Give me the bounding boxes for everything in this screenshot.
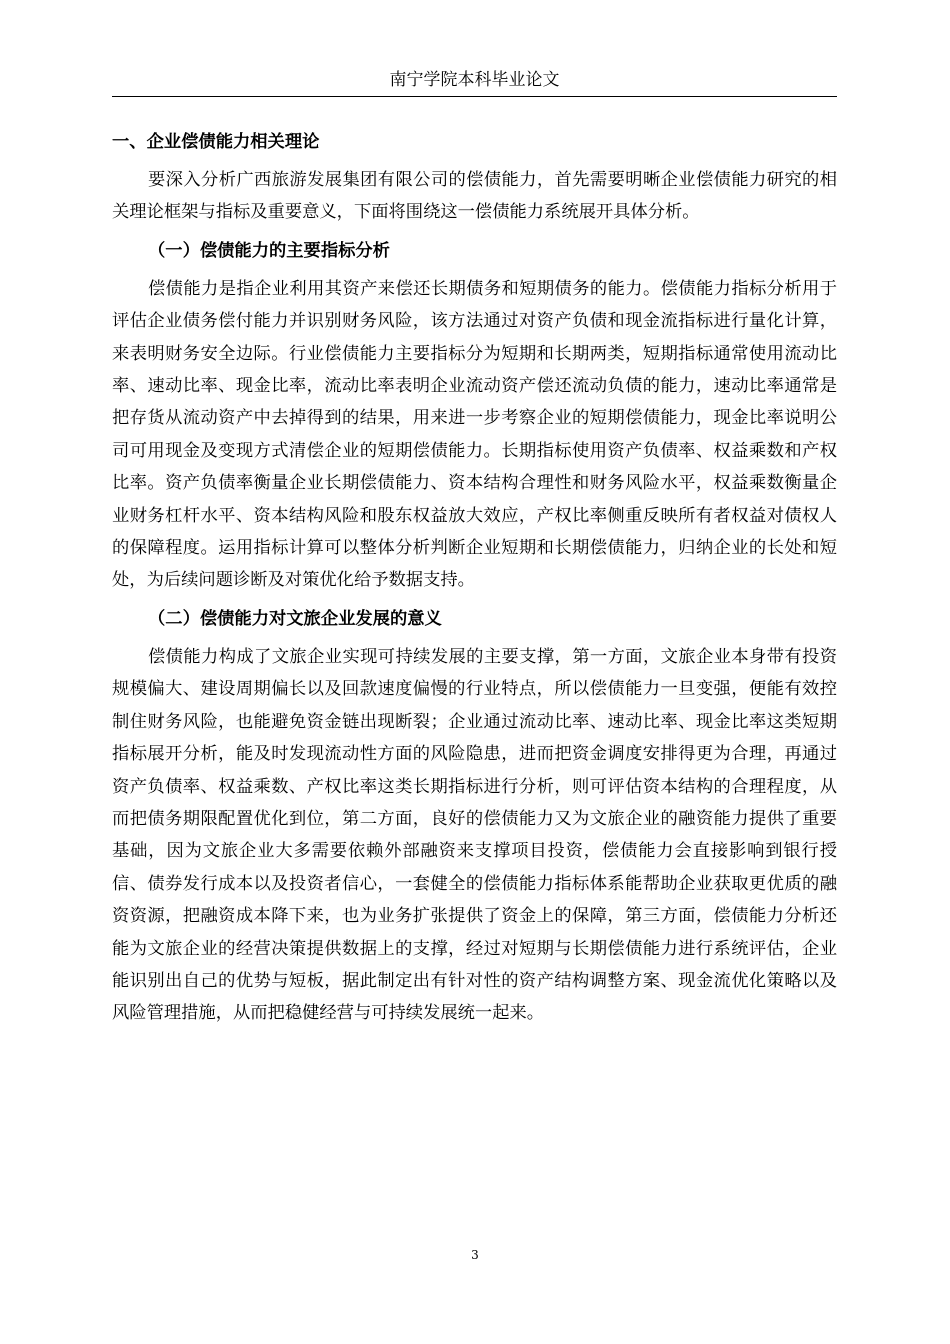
document-body [112,122,837,1030]
indicators-paragraph: 偿债能力是指企业利用其资产来偿还长期债务和短期债务的能力。偿债能力指标分析用于评估企业债务偿付能力并识别财务风险，该方法通过对资产负债和现金流指标进行量化计算，来表明财务安全边际。行业偿债能力主要指标分为短期和长期两类，短期指标通常使用流动比率、速动比率、现金比率，流动比率表明企业流动资产偿还流动负债的能力，速动比率通常是把存货从流动资产中去掉得到的结果，用来进一步考察企业的短期偿债能力，现金比率说明公司可用现金及变现方式清偿企业的短期偿债能力。长期指标使用资产负债率、权益乘数和产权比率。资产负债率衡量企业长期偿债能力、资本结构合理性和财务风险水平，权益乘数衡量企业财务杠杆水平、资本结构风险和股东权益放大效应，产权比率侧重反映所有者权益对债权人的保障程度。运用指标计算可以整体分析判断企业短期和长期偿债能力，归纳企业的长处和短处，为后续问题诊断及对策优化给予数据支持。 [112,278,837,591]
subsection-heading-indicators: （一）偿债能力的主要指标分析 [148,240,390,261]
section-intro-paragraph: 要深入分析广西旅游发展集团有限公司的偿债能力，首先需要明晰企业偿债能力研究的相关理论框架与指标及重要意义，下面将围绕这一偿债能力系统展开具体分析。 [112,170,837,223]
header-rule [112,96,837,97]
significance-paragraph: 偿债能力构成了文旅企业实现可持续发展的主要支撑，第一方面，文旅企业本身带有投资规模偏大、建设周期偏长以及回款速度偏慢的行业特点，所以偿债能力一旦变强，便能有效控制住财务风险，也能避免资金链出现断裂；企业通过流动比率、速动比率、现金比率这类短期指标展开分析，能及时发现流动性方面的风险隐患，进而把资金调度安排得更为合理，再通过资产负债率、权益乘数、产权比率这类长期指标进行分析，则可评估资本结构的合理程度，从而把债务期限配置优化到位，第二方面，良好的偿债能力又为文旅企业的融资能力提供了重要基础，因为文旅企业大多需要依赖外部融资来支撑项目投资，偿债能力会直接影响到银行授信、债券发行成本以及投资者信心，一套健全的偿债能力指标体系能帮助企业获取更优质的融资资源，把融资成本降下来，也为业务扩张提供了资金上的保障，第三方面，偿债能力分析还能为文旅企业的经营决策提供数据上的支撑，经过对短期与长期偿债能力进行系统评估，企业能识别出自己的优势与短板，据此制定出有针对性的资产结构调整方案、现金流优化策略以及风险管理措施，从而把稳健经营与可持续发展统一起来。 [112,646,837,1024]
running-header: 南宁学院本科毕业论文 [389,70,560,90]
page-number: 3 [471,1248,479,1262]
section-heading: 一、企业偿债能力相关理论 [112,132,320,152]
subsection-heading-significance: （二）偿债能力对文旅企业发展的意义 [148,608,442,629]
